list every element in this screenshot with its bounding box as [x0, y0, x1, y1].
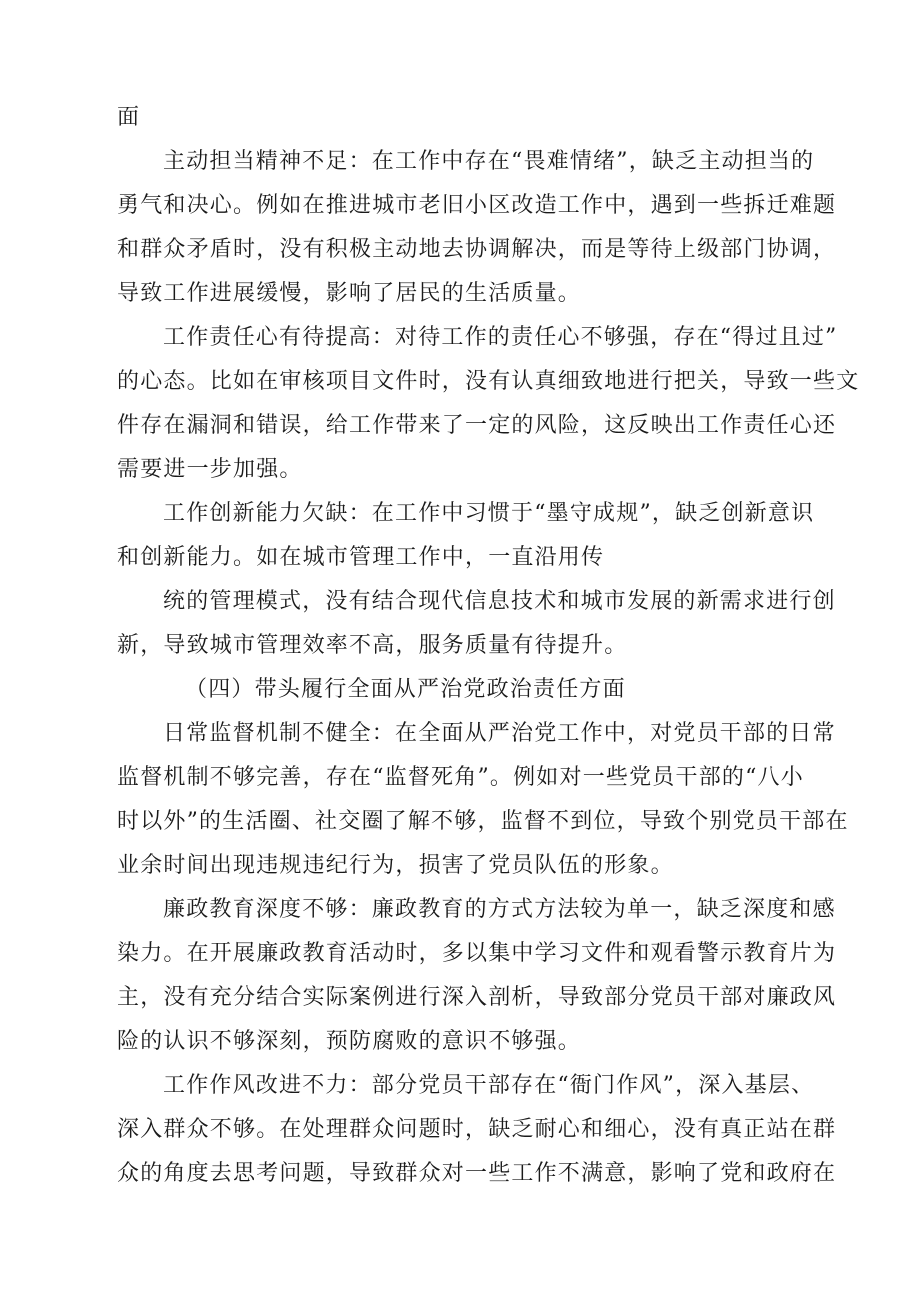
text-line: 监督机制不够完善，存在“监督死角”。例如对一些党员干部的“八小	[117, 765, 804, 790]
text-line: 深入群众不够。在处理群众问题时，缺乏耐心和细心，没有真正站在群	[117, 1117, 837, 1142]
paragraph-start-line: 工作责任心有待提高：对待工作的责任心不够强，存在“得过且过”	[163, 325, 838, 350]
text-line: 和创新能力。如在城市管理工作中，一直沿用传	[117, 545, 605, 570]
text-line: 导致工作进展缓慢，影响了居民的生活质量。	[117, 281, 582, 306]
text-line: 勇气和决心。例如在推进城市老旧小区改造工作中，遇到一些拆迁难题	[117, 193, 837, 218]
text-line: 新，导致城市管理效率不高，服务质量有待提升。	[117, 633, 628, 658]
paragraph-start-line: 统的管理模式，没有结合现代信息技术和城市发展的新需求进行创	[163, 589, 836, 614]
text-line: 业余时间出现违规违纪行为，损害了党员队伍的形象。	[117, 853, 674, 878]
text-line: 和群众矛盾时，没有积极主动地去协调解决，而是等待上级部门协调，	[117, 237, 837, 262]
text-line: 众的角度去思考问题，导致群众对一些工作不满意，影响了党和政府在	[117, 1161, 837, 1186]
text-line: 件存在漏洞和错误，给工作带来了一定的风险，这反映出工作责任心还	[117, 413, 837, 438]
paragraph-start-line: 主动担当精神不足：在工作中存在“畏难情绪”，缺乏主动担当的	[163, 149, 815, 174]
text-line: 主，没有充分结合实际案例进行深入剖析，导致部分党员干部对廉政风	[117, 985, 837, 1010]
paragraph-start-line: 工作创新能力欠缺：在工作中习惯于“墨守成规”，缺乏创新意识	[163, 501, 815, 526]
paragraph-start-line: 廉政教育深度不够：廉政教育的方式方法较为单一，缺乏深度和感	[163, 897, 836, 922]
text-line: 时以外”的生活圈、社交圈了解不够，监督不到位，导致个别党员干部在	[117, 809, 849, 834]
paragraph-start-line: 日常监督机制不健全：在全面从严治党工作中，对党员干部的日常	[163, 721, 836, 746]
text-line: 面	[117, 105, 141, 130]
text-line: 染力。在开展廉政教育活动时，多以集中学习文件和观看警示教育片为	[117, 941, 837, 966]
text-line: 需要进一步加强。	[117, 457, 303, 482]
paragraph-start-line: 工作作风改进不力：部分党员干部存在“衙门作风”，深入基层、	[163, 1073, 815, 1098]
section-heading: （四）带头履行全面从严治党政治责任方面	[185, 677, 626, 702]
text-line: 险的认识不够深刻，预防腐败的意识不够强。	[117, 1029, 582, 1054]
text-line: 的心态。比如在审核项目文件时，没有认真细致地进行把关，导致一些文	[117, 369, 860, 394]
